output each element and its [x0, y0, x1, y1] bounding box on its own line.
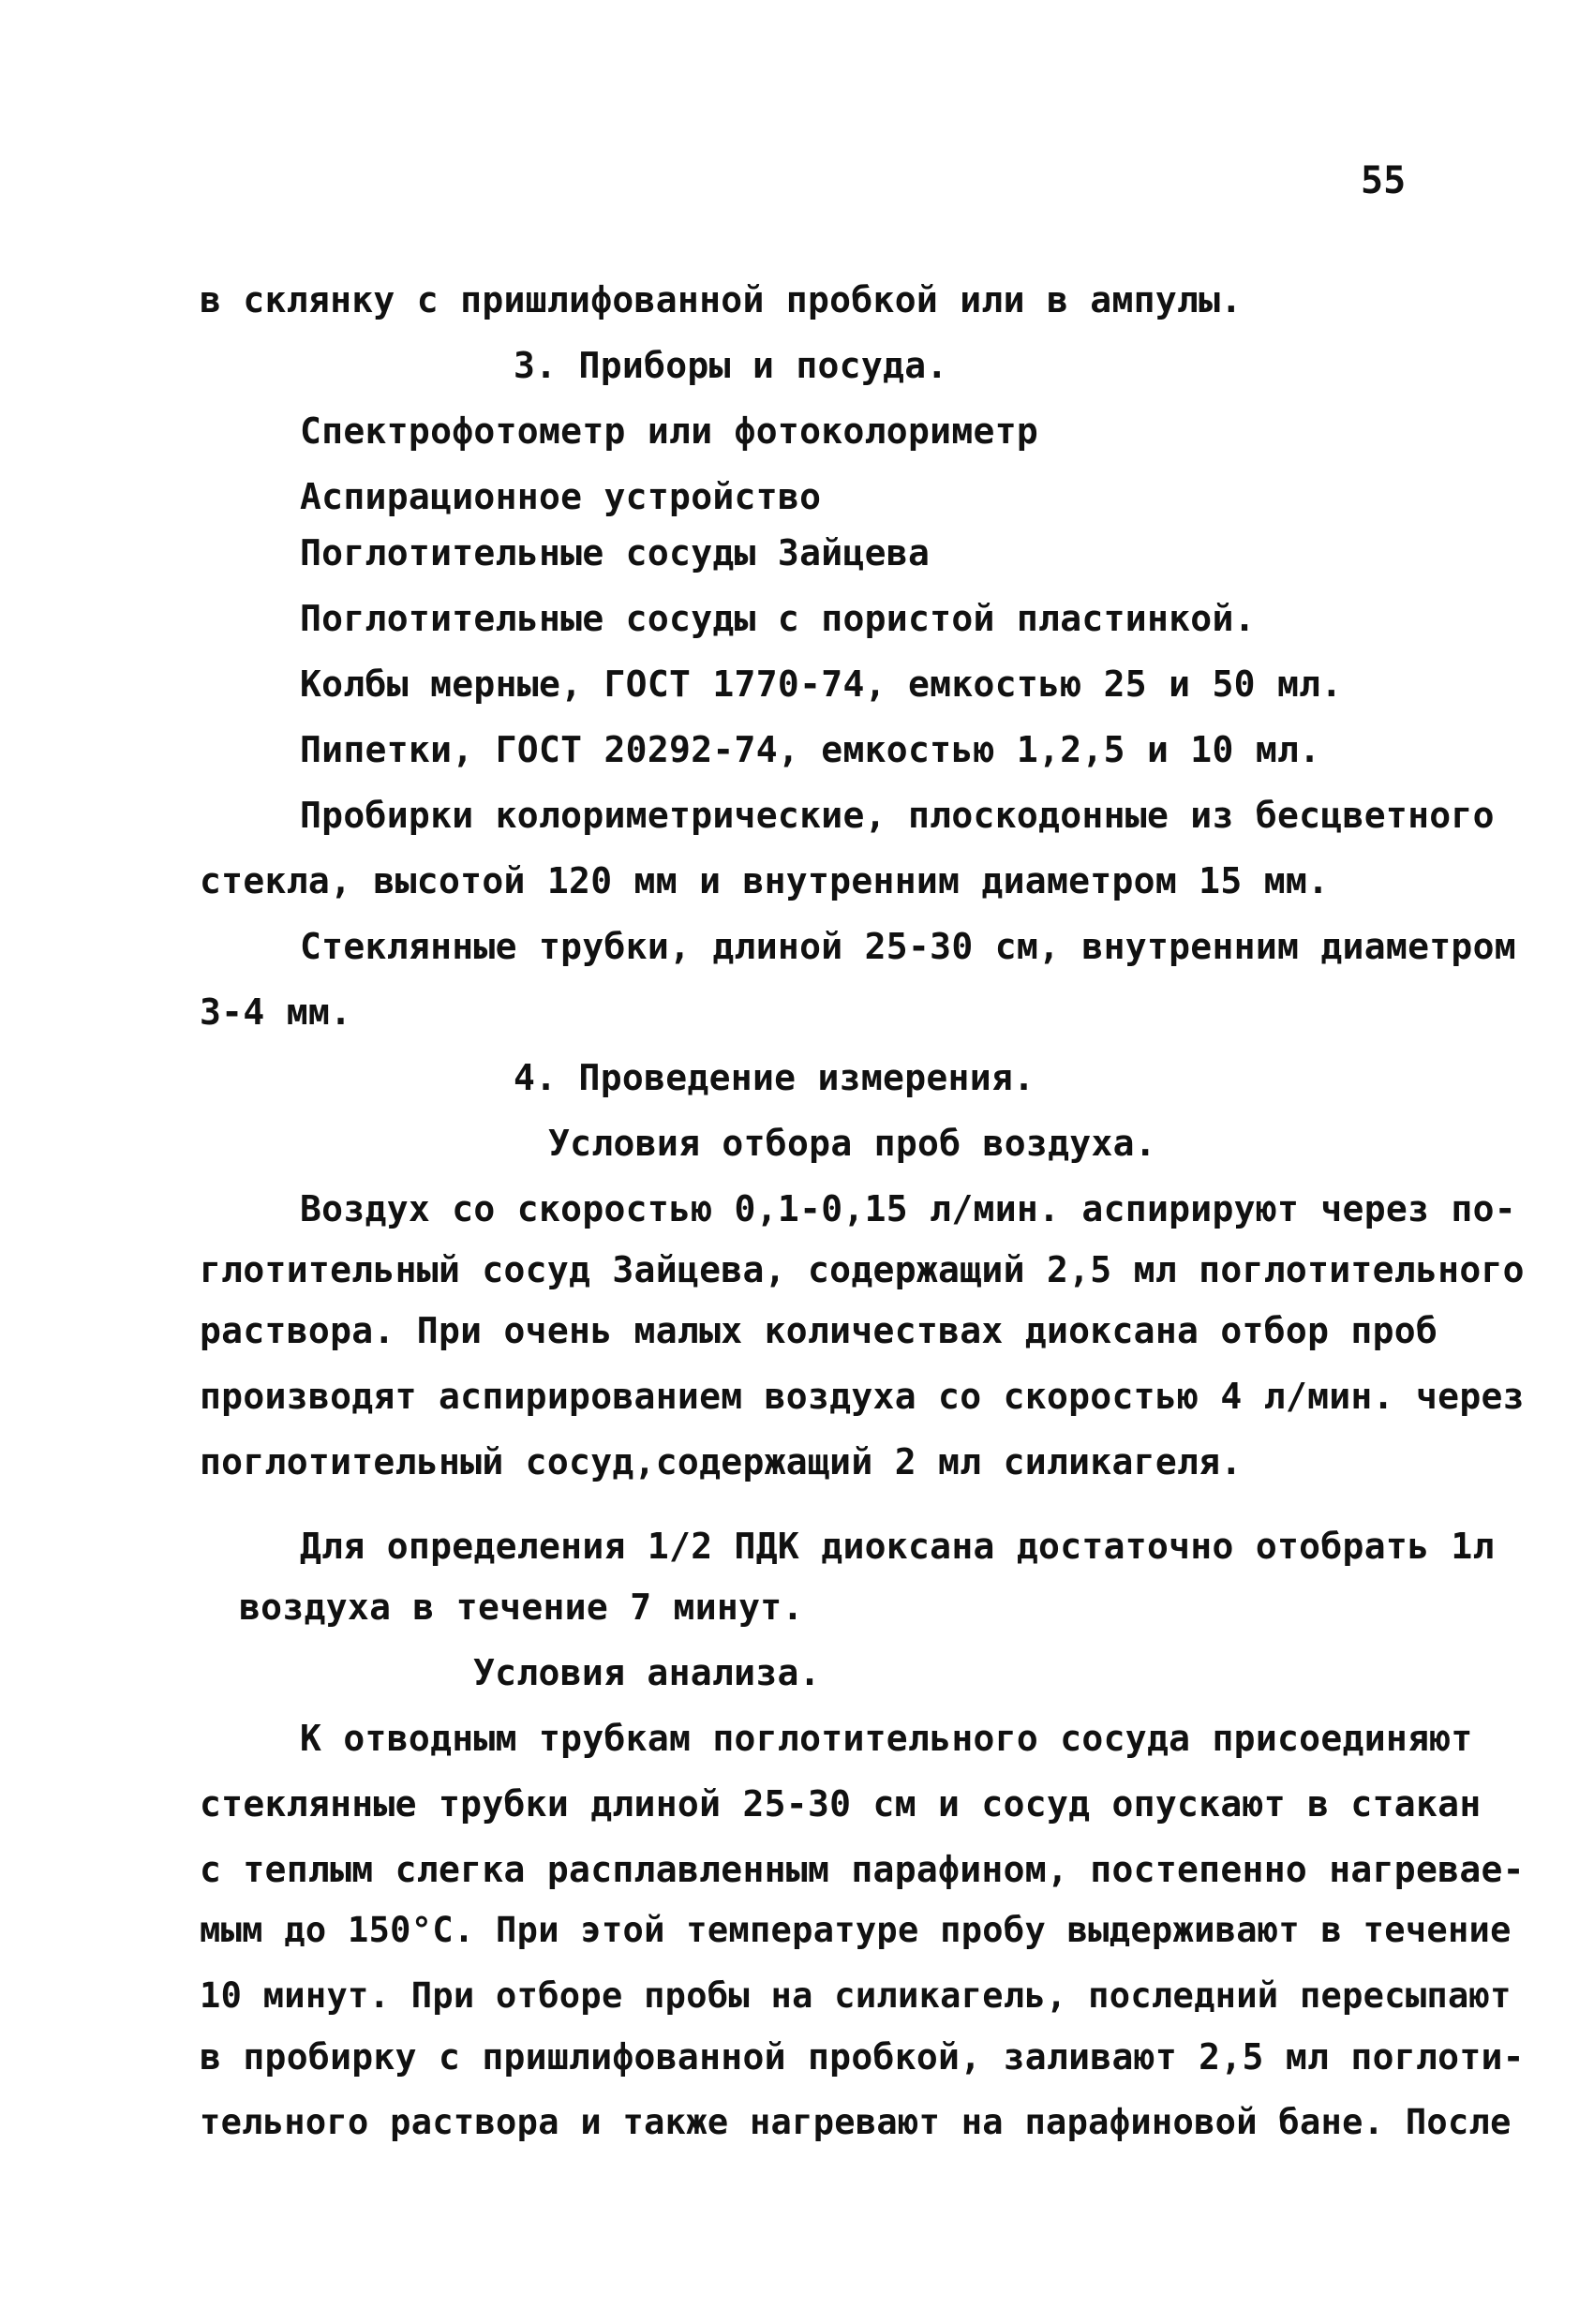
paragraph-line: раствора. При очень малых количествах диоксана отбор проб: [200, 1310, 1438, 1351]
subheading-sampling: Условия отбора проб воздуха.: [548, 1123, 1156, 1164]
text-line: 3-4 мм.: [200, 991, 352, 1033]
paragraph-line: поглотительный сосуд,содержащий 2 мл силикагеля.: [200, 1441, 1243, 1482]
list-item: Поглотительные сосуды Зайцева: [300, 532, 931, 574]
text-line: стекла, высотой 120 мм и внутренним диаметром 15 мм.: [200, 860, 1330, 901]
text-line: в склянку с пришлифованной пробкой или в ампулы.: [200, 279, 1243, 320]
list-item: Поглотительные сосуды с пористой пластинкой.: [300, 598, 1256, 639]
subheading-analysis: Условия анализа.: [473, 1652, 821, 1693]
section-heading-measurement: 4. Проведение измерения.: [514, 1057, 1035, 1098]
paragraph-line: Для определения 1/2 ПДК диоксана достаточно отобрать 1л: [300, 1526, 1495, 1567]
list-item: Пипетки, ГОСТ 20292-74, емкостью 1,2,5 и 10 мл.: [300, 729, 1321, 770]
paragraph-line: воздуха в течение 7 минут.: [239, 1587, 804, 1628]
paragraph-line: стеклянные трубки длиной 25-30 см и сосуд опускают в стакан: [200, 1783, 1482, 1825]
list-item: Стеклянные трубки, длиной 25-30 см, внутренним диаметром: [300, 926, 1516, 967]
paragraph-line: тельного раствора и также нагревают на парафиновой бане. После: [200, 2102, 1512, 2142]
paragraph-line: мым до 150°С. При этой температуре пробу выдерживают в течение: [200, 1910, 1512, 1950]
list-item: Колбы мерные, ГОСТ 1770-74, емкостью 25 и 50 мл.: [300, 663, 1343, 705]
list-item: Пробирки колориметрические, плоскодонные из бесцветного: [300, 795, 1495, 836]
list-item: Аспирационное устройство: [300, 476, 822, 517]
page-number: 55: [1361, 159, 1407, 202]
paragraph-line: производят аспирированием воздуха со скоростью 4 л/мин. через: [200, 1376, 1525, 1417]
section-heading-instruments: 3. Приборы и посуда.: [514, 345, 948, 386]
paragraph-line: 10 минут. При отборе пробы на силикагель, последний пересыпают: [200, 1975, 1512, 2016]
paragraph-line: К отводным трубкам поглотительного сосуда присоединяют: [300, 1718, 1473, 1759]
paragraph-line: с теплым слегка расплавленным парафином, постепенно нагревае-: [200, 1849, 1525, 1890]
paragraph-line: глотительный сосуд Зайцева, содержащий 2,5 мл поглотительного: [200, 1249, 1525, 1290]
paragraph-line: Воздух со скоростью 0,1-0,15 л/мин. аспирируют через по-: [300, 1188, 1516, 1229]
list-item: Спектрофотометр или фотоколориметр: [300, 410, 1039, 452]
paragraph-line: в пробирку с пришлифованной пробкой, заливают 2,5 мл поглоти-: [200, 2036, 1525, 2078]
